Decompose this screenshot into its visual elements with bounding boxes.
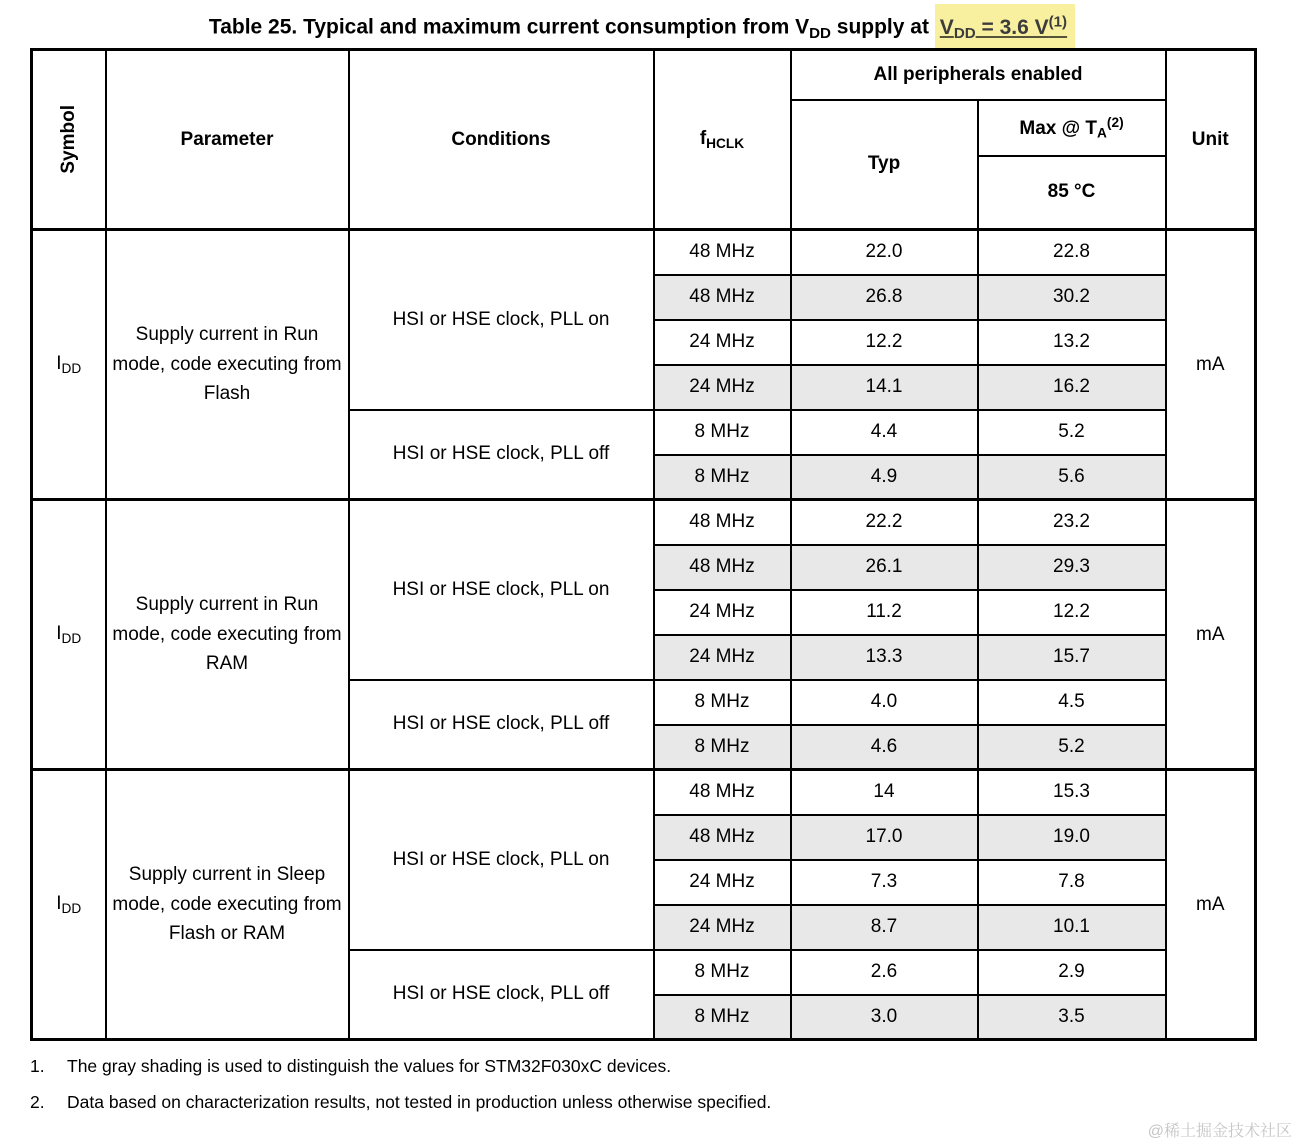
header-fhclk [654, 50, 791, 230]
max-base: Max @ T [1019, 117, 1098, 139]
max-cell: 5.2 [978, 410, 1166, 455]
typ-cell: 4.9 [791, 455, 978, 500]
max-subscript: A [1097, 125, 1107, 141]
block-run-ram [32, 500, 1256, 770]
footnote-2 [30, 1092, 1270, 1113]
typ-cell: 8.7 [791, 905, 978, 950]
block-sleep [32, 770, 1256, 1040]
typ-cell: 22.2 [791, 500, 978, 545]
typ-cell: 14 [791, 770, 978, 815]
fhclk-cell: 24 MHz [654, 590, 791, 635]
fhclk-cell: 24 MHz [654, 905, 791, 950]
max-cell: 23.2 [978, 500, 1166, 545]
unit-cell: mA [1166, 770, 1256, 1040]
table-title [30, 0, 1254, 48]
header-symbol [32, 50, 106, 230]
parameter-cell: Supply current in Run mode, code executing from RAM [106, 500, 349, 770]
fhclk-cell: 48 MHz [654, 770, 791, 815]
max-cell: 10.1 [978, 905, 1166, 950]
highlight-dd-subscript: DD [953, 24, 976, 42]
fhclk-cell: 8 MHz [654, 455, 791, 500]
unit-cell: mA [1166, 230, 1256, 500]
max-cell: 15.3 [978, 770, 1166, 815]
fhclk-cell: 48 MHz [654, 500, 791, 545]
typ-cell: 14.1 [791, 365, 978, 410]
table-header [32, 50, 1256, 230]
max-cell: 19.0 [978, 815, 1166, 860]
condition-cell-pll-off: HSI or HSE clock, PLL off [349, 950, 654, 1040]
header-temp: 85 °C [978, 156, 1166, 230]
fhclk-cell: 48 MHz [654, 545, 791, 590]
footnotes [30, 1056, 1270, 1128]
header-typ: Typ [791, 100, 978, 230]
fhclk-subscript: HCLK [706, 135, 745, 151]
symbol-subscript: DD [61, 630, 82, 646]
condition-cell-pll-on: HSI or HSE clock, PLL on [349, 230, 654, 410]
typ-cell: 26.8 [791, 275, 978, 320]
max-cell: 29.3 [978, 545, 1166, 590]
typ-cell: 4.6 [791, 725, 978, 770]
typ-cell: 2.6 [791, 950, 978, 995]
max-cell: 30.2 [978, 275, 1166, 320]
typ-cell: 26.1 [791, 545, 978, 590]
fhclk-cell: 48 MHz [654, 815, 791, 860]
symbol-subscript: DD [61, 360, 82, 376]
highlight-v: V [939, 15, 954, 39]
max-cell: 16.2 [978, 365, 1166, 410]
typ-cell: 3.0 [791, 995, 978, 1040]
condition-cell-pll-off: HSI or HSE clock, PLL off [349, 680, 654, 770]
max-cell: 22.8 [978, 230, 1166, 275]
typ-cell: 22.0 [791, 230, 978, 275]
max-cell: 13.2 [978, 320, 1166, 365]
max-cell: 3.5 [978, 995, 1166, 1040]
symbol-base: I [56, 623, 62, 645]
typ-cell: 12.2 [791, 320, 978, 365]
footnote-text: The gray shading is used to distinguish the values for STM32F030xC devices. [67, 1056, 672, 1076]
footnote-number: 2. [30, 1092, 45, 1112]
fhclk-cell: 8 MHz [654, 410, 791, 455]
block-run-flash [32, 230, 1256, 500]
table-row [32, 230, 1256, 275]
highlight-value: = 3.6 V [975, 15, 1049, 39]
symbol-cell [32, 770, 106, 1040]
fhclk-cell: 24 MHz [654, 635, 791, 680]
max-cell: 5.6 [978, 455, 1166, 500]
typ-cell: 17.0 [791, 815, 978, 860]
title-text-mid: supply at [830, 15, 935, 39]
fhclk-base: f [699, 128, 707, 150]
current-consumption-table [30, 48, 1257, 1041]
max-cell: 7.8 [978, 860, 1166, 905]
highlight-footnote-ref: (1) [1048, 13, 1068, 30]
fhclk-cell: 48 MHz [654, 230, 791, 275]
max-cell: 12.2 [978, 590, 1166, 635]
parameter-cell: Supply current in Sleep mode, code executing from Flash or RAM [106, 770, 349, 1040]
typ-cell: 4.0 [791, 680, 978, 725]
highlighted-vdd-value [935, 4, 1075, 48]
fhclk-cell: 8 MHz [654, 680, 791, 725]
condition-cell-pll-off: HSI or HSE clock, PLL off [349, 410, 654, 500]
header-peripherals: All peripherals enabled [791, 50, 1166, 100]
fhclk-cell: 8 MHz [654, 995, 791, 1040]
symbol-base: I [56, 353, 62, 375]
typ-cell: 7.3 [791, 860, 978, 905]
table-row [32, 500, 1256, 545]
typ-cell: 13.3 [791, 635, 978, 680]
watermark: @稀土掘金技术社区 [1147, 1123, 1292, 1140]
symbol-cell [32, 500, 106, 770]
max-cell: 4.5 [978, 680, 1166, 725]
header-max [978, 100, 1166, 156]
max-cell: 15.7 [978, 635, 1166, 680]
fhclk-cell: 24 MHz [654, 860, 791, 905]
symbol-cell [32, 230, 106, 500]
footnote-1 [30, 1056, 1270, 1077]
max-footnote-ref: (2) [1106, 114, 1124, 130]
footnote-text: Data based on characterization results, not tested in production unless otherwise specified. [67, 1092, 772, 1112]
header-symbol-label: Symbol [57, 105, 79, 174]
fhclk-cell: 24 MHz [654, 320, 791, 365]
fhclk-cell: 24 MHz [654, 365, 791, 410]
parameter-cell: Supply current in Run mode, code executing from Flash [106, 230, 349, 500]
title-text: Table 25. Typical and maximum current consumption from V [208, 15, 810, 39]
condition-cell-pll-on: HSI or HSE clock, PLL on [349, 500, 654, 680]
typ-cell: 11.2 [791, 590, 978, 635]
header-row-1 [32, 50, 1256, 100]
max-cell: 2.9 [978, 950, 1166, 995]
fhclk-cell: 8 MHz [654, 950, 791, 995]
header-parameter: Parameter [106, 50, 349, 230]
header-unit: Unit [1166, 50, 1256, 230]
max-cell: 5.2 [978, 725, 1166, 770]
header-conditions: Conditions [349, 50, 654, 230]
title-vdd-subscript: DD [809, 24, 831, 42]
fhclk-cell: 48 MHz [654, 275, 791, 320]
footnote-number: 1. [30, 1056, 45, 1076]
symbol-base: I [56, 893, 62, 915]
table-row [32, 770, 1256, 815]
unit-cell: mA [1166, 500, 1256, 770]
symbol-subscript: DD [61, 900, 82, 916]
fhclk-cell: 8 MHz [654, 725, 791, 770]
condition-cell-pll-on: HSI or HSE clock, PLL on [349, 770, 654, 950]
typ-cell: 4.4 [791, 410, 978, 455]
